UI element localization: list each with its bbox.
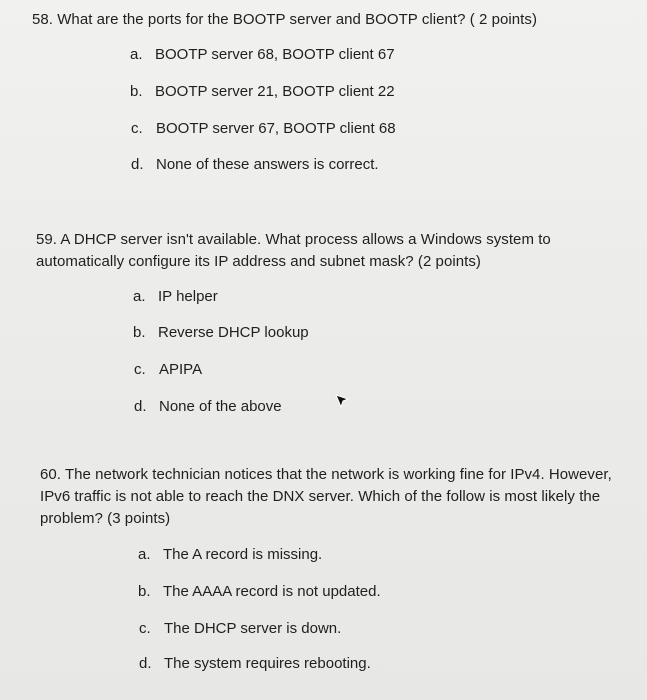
question-59-option-b — [133, 323, 309, 343]
option-letter: a. — [130, 46, 143, 63]
option-text: The A record is missing. — [163, 546, 323, 563]
question-60-option-b — [138, 582, 381, 602]
option-letter: c. — [131, 120, 143, 137]
option-text: None of these answers is correct. — [156, 156, 379, 173]
option-letter: d. — [134, 398, 147, 415]
option-text: BOOTP server 67, BOOTP client 68 — [156, 120, 396, 137]
option-letter: d. — [139, 655, 152, 672]
question-60-option-a — [138, 545, 322, 565]
option-letter: b. — [138, 583, 151, 600]
question-58-option-c — [131, 119, 396, 139]
option-letter: b. — [130, 83, 143, 100]
question-59-option-c — [134, 360, 202, 380]
question-58-option-a — [130, 45, 395, 65]
question-59-option-a — [133, 287, 218, 307]
option-letter: a. — [138, 546, 151, 563]
option-letter: b. — [133, 324, 146, 341]
option-text: The system requires rebooting. — [164, 655, 371, 672]
option-text: BOOTP server 21, BOOTP client 22 — [155, 83, 395, 100]
question-58-option-d — [131, 155, 379, 175]
option-text: BOOTP server 68, BOOTP client 67 — [155, 46, 395, 63]
option-letter: d. — [131, 156, 144, 173]
option-text: The AAAA record is not updated. — [163, 583, 381, 600]
question-58-option-b — [130, 82, 395, 102]
option-letter: c. — [139, 620, 151, 637]
question-59-text: 59. A DHCP server isn't available. What process allows a Windows system to automatically configure its IP address and subnet mask? (2 points) — [36, 231, 551, 270]
option-text: The DHCP server is down. — [164, 620, 342, 637]
option-text: Reverse DHCP lookup — [158, 324, 309, 341]
question-58-text: 58. What are the ports for the BOOTP server and BOOTP client? ( 2 points) — [32, 11, 537, 28]
option-text: None of the above — [159, 398, 282, 415]
option-letter: c. — [134, 361, 146, 378]
question-60-text: 60. The network technician notices that the network is working fine for IPv4. However, IPv6 traffic is not able to reach the DNX server. Which of the follow is most likely the problem? (3 points) — [40, 466, 612, 527]
mouse-cursor-icon — [334, 393, 352, 411]
question-59-option-d — [134, 397, 282, 417]
question-60-option-d — [139, 654, 371, 674]
option-text: APIPA — [159, 361, 203, 378]
option-text: IP helper — [158, 288, 218, 305]
option-letter: a. — [133, 288, 146, 305]
question-60-option-c — [139, 619, 341, 639]
